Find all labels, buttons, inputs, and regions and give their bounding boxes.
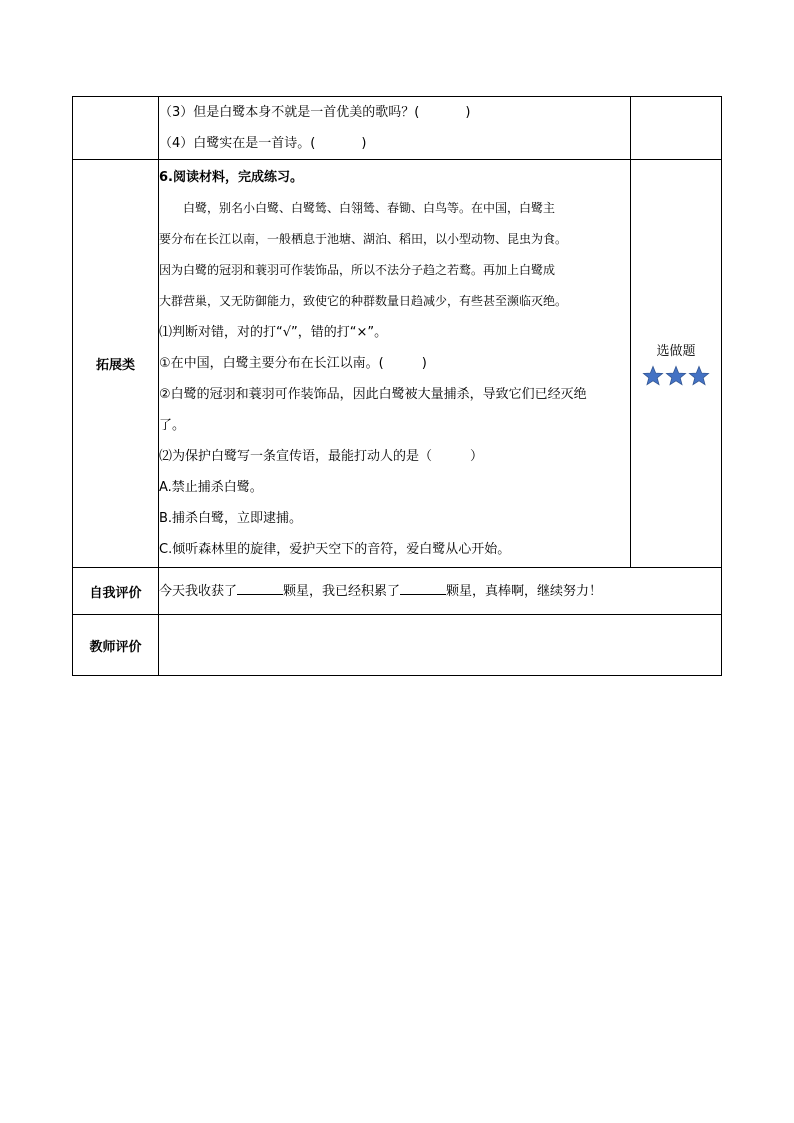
row1-label-cell xyxy=(73,97,159,160)
option-c[interactable]: C.倾听森林里的旋律，爱护天空下的音符，爱白鹭从心开始。 xyxy=(159,542,511,557)
star-icon xyxy=(688,365,710,387)
row1-side-cell xyxy=(631,97,722,160)
category-label: 自我评价 xyxy=(73,568,159,615)
question-title: 6.阅读材料，完成练习。 xyxy=(159,170,303,185)
row-questions-continued xyxy=(73,97,722,160)
passage-line: 因为白鹭的冠羽和蓑羽可作装饰品，所以不法分子趋之若鹜。再加上白鹭成 xyxy=(159,263,556,277)
sub-question-1: ⑴判断对错，对的打“√”，错的打“×”。 xyxy=(159,325,388,340)
star-icon xyxy=(642,365,664,387)
question-4: （4）白鹭实在是一首诗。( ) xyxy=(159,136,367,151)
sub-question-1b-cont: 了。 xyxy=(159,418,186,433)
row-self-evaluation xyxy=(73,568,722,615)
row1-content xyxy=(159,97,631,160)
passage-line: 白鹭，别名小白鹭、白鹭鸶、白翎鸶、春锄、白鸟等。在中国，白鹭主 xyxy=(159,201,556,215)
difficulty-stars xyxy=(631,365,721,387)
optional-label: 选做题 xyxy=(656,344,696,359)
passage-line: 要分布在长江以南，一般栖息于池塘、湖泊、稻田，以小型动物、昆虫为食。 xyxy=(159,232,568,246)
star-total-blank[interactable] xyxy=(400,580,446,595)
sub-question-2: ⑵为保护白鹭写一条宣传语，最能打动人的是（ ） xyxy=(159,449,484,464)
option-b[interactable]: B.捕杀白鹭，立即逮捕。 xyxy=(159,511,303,526)
option-a[interactable]: A.禁止捕杀白鹭。 xyxy=(159,480,263,495)
category-label: 拓展类 xyxy=(73,160,159,568)
sub-question-1b: ②白鹭的冠羽和蓑羽可作装饰品，因此白鹭被大量捕杀，导致它们已经灭绝 xyxy=(159,387,587,402)
teacher-evaluation-content[interactable] xyxy=(159,615,722,676)
row-extension xyxy=(73,160,722,568)
row-teacher-evaluation xyxy=(73,615,722,676)
star-count-blank[interactable] xyxy=(237,580,283,595)
self-evaluation-text: 今天我收获了 颗星，我已经积累了 颗星，真棒啊，继续努力！ xyxy=(159,576,721,607)
passage-line: 大群营巢，又无防御能力，致使它的种群数量日趋减少，有些甚至濒临灭绝。 xyxy=(159,294,568,308)
star-icon xyxy=(665,365,687,387)
category-label: 教师评价 xyxy=(73,615,159,676)
row2-content xyxy=(159,160,631,568)
worksheet-table xyxy=(72,96,722,676)
self-evaluation-content xyxy=(159,568,722,615)
optional-cell xyxy=(631,160,722,568)
question-3: （3）但是白鹭本身不就是一首优美的歌吗？( ) xyxy=(159,105,471,120)
sub-question-1a: ①在中国，白鹭主要分布在长江以南。( ) xyxy=(159,356,427,371)
